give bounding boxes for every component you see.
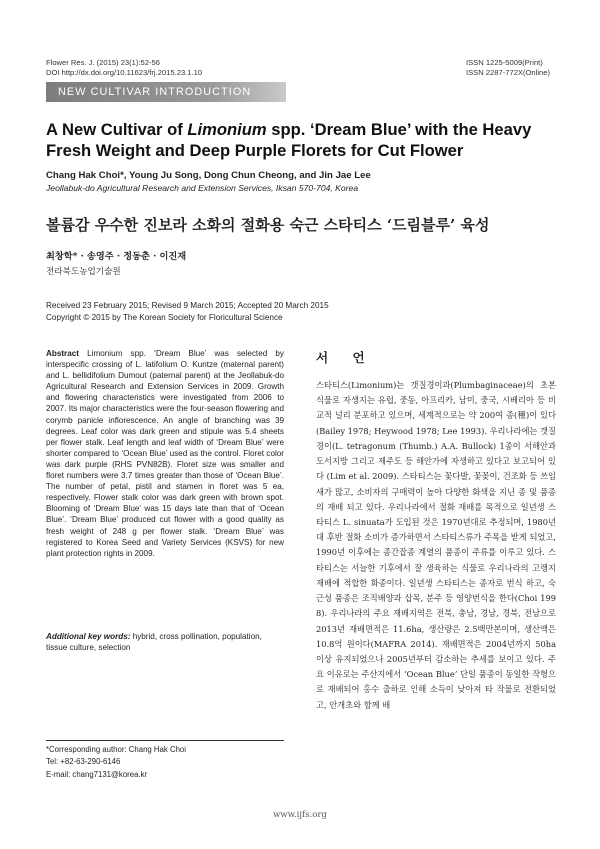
- intro-heading: 서 언: [316, 350, 375, 365]
- keywords-label: Additional key words:: [46, 632, 131, 641]
- keywords: [46, 631, 284, 653]
- abstract-text: Limonium spp. ‘Dream Blue’ was selected by interspecific crossing of L. latifolium O. Kuntze (maternal parent) and L. bellidifolium Dumout (paternal parent) at the Jeollabuk-do Agricultural Research and Extension Services in 2009. Growth and flowering characteristics were investigated from 2006 to 2007. Its major characteristics were the four-season flowering and corymb panicle inflorescence. An angle of branching was 39 degrees. Leaf color was dark green and stipule was 5.4 sheets per flower stalk. Leaf length and leaf width of ‘Dream Blue’ were shorter compared to ‘Ocean Blue’ used as the control. Floret color was dark purple (RHS PVN82B). Floret size was smaller and floret numbers were 3.7 times greater than those of ‘Ocean Blue’. The number of petal, pistil and stamen in floret was 5 ea, respectively. Flower stalk color was dark green with brown spot. Blooming of ‘Dream Blue’ was 15 days late than that of ‘Ocean Blue’. ‘Dream Blue’ produced cut flower with a good quality as fresh weight of 248 g per flower stalk. ‘Dream Blue’ was registered to Korea Seed and Variety Services (KSVS) for new plant protection rights in 2009.: [46, 349, 284, 558]
- title-genus: Limonium: [187, 120, 267, 139]
- footnote-divider: [46, 740, 284, 741]
- affiliation: Jeollabuk-do Agricultural Research and Extension Services, Iksan 570-704, Korea: [46, 183, 359, 193]
- paper-title: [46, 119, 556, 161]
- keywords-text: hybrid, cross pollination, population, tissue culture, selection: [46, 632, 262, 653]
- korean-title: 볼륨감 우수한 진보라 소화의 절화용 숙근 스타티스 ‘드림블루’ 육성: [46, 216, 490, 234]
- footer-url[interactable]: www.ijfs.org: [273, 810, 327, 820]
- received-line: Received 23 February 2015; Revised 9 March 2015; Accepted 20 March 2015: [46, 301, 329, 310]
- journal-citation: Flower Res. J. (2015) 23(1):52-56: [46, 58, 160, 67]
- corresponding-tel: Tel: +82-63-290-6146: [46, 757, 121, 767]
- title-part2: spp. ‘Dream Blue’ with the Heavy Fresh Weight and Deep Purple Florets for Cut Flower: [46, 120, 532, 160]
- doi-line[interactable]: DOI http://dx.doi.org/10.11623/frj.2015.23.1.10: [46, 68, 203, 78]
- abstract: [46, 348, 284, 559]
- issn-online: ISSN 2287-772X(Online): [466, 68, 550, 78]
- issn-print: ISSN 1225-5009(Print): [466, 58, 543, 67]
- copyright-line: Copyright © 2015 by The Korean Society for Floricultural Science: [46, 313, 283, 323]
- korean-authors: 최창학* · 송영주 · 정동춘 · 이진재: [46, 251, 187, 262]
- section-label: NEW CULTIVAR INTRODUCTION: [46, 82, 286, 102]
- issn-block: [466, 58, 550, 78]
- dates-block: [46, 300, 329, 325]
- title-part1: A New Cultivar of: [46, 120, 188, 139]
- abstract-label: Abstract: [46, 349, 79, 358]
- korean-affiliation: 전라북도농업기술원: [46, 267, 121, 277]
- corresponding-email[interactable]: E-mail: chang7131@korea.kr: [46, 769, 148, 779]
- journal-header: [46, 58, 202, 78]
- intro-text: 스타티스(Limonium)는 갯질경이과(Plumbaginaceae)의 초본식물로 자생지는 유럽, 중동, 아프리카, 남미, 중국, 시베리아 등 비교적 널리 분포하고 있으며, 세계적으로는 약 200여 종(種)이 있다(Bailey 1978; Heywood 1978; Lee 1993). 우리나라에는 갯질경이(L. tetragonum (Thumb.) A.A. Bullock) 1종이 서해안과 도서지방 그리고 제주도 등 해안가에 자생하고 있다고 보고되어 있다 (Lim et al. 2009). 스타티스는 꽃다발, 꽃꽂이, 건조화 등 쓰임새가 많고, 소비자의 구매력이 높아 다양한 화색을 지닌 종 및 품종의 재배 되고 있다. 우리나라에서 절화 재배를 목적으로 일년생 스타티스 L. sinuata가 도입된 것은 1970년대로 추정되며, 1980년대 후반 절화 소비가 증가하면서 스타티스류가 주목을 받게 되었고, 1990년 이후에는 종간잡종 계열의 품종이 주류를 이루고 있다. 스타티스는 서늘한 기후에서 잘 생육하는 식물로 우리나라의 고랭지 재배에 적합한 화종이다. 일년생 스타티스는 종자로 번식 하고, 숙근성 품종은 조직배양과 삽목, 분주 등 영양번식을 한다(Choi 1998). 우리나라의 주요 재배지역은 전북, 충남, 경남, 경북, 전남으로 2013년 재배면적은 11.6ha, 생산량은 2.5백만본이며, 생산액은 10.8억 원이다(MAFRA 2014). 재배면적은 2004년까지 50ha 이상 유지되었으나 2005년부터 감소하는 추세를 보이고 있다. 주요 이유로는 주산지에서 ‘Ocean Blue’ 단일 품종이 동일한 작형으로 재배되어 홍수 출하로 인해 소득이 낮아져 타 작물로 전환되었고, 안개초와 함께 배: [316, 380, 556, 710]
- corresponding-footnote: [46, 744, 186, 781]
- corresponding-author: *Corresponding author: Chang Hak Choi: [46, 745, 186, 754]
- author-list: Chang Hak Choi*, Young Ju Song, Dong Chun Cheong, and Jin Jae Lee: [46, 170, 371, 181]
